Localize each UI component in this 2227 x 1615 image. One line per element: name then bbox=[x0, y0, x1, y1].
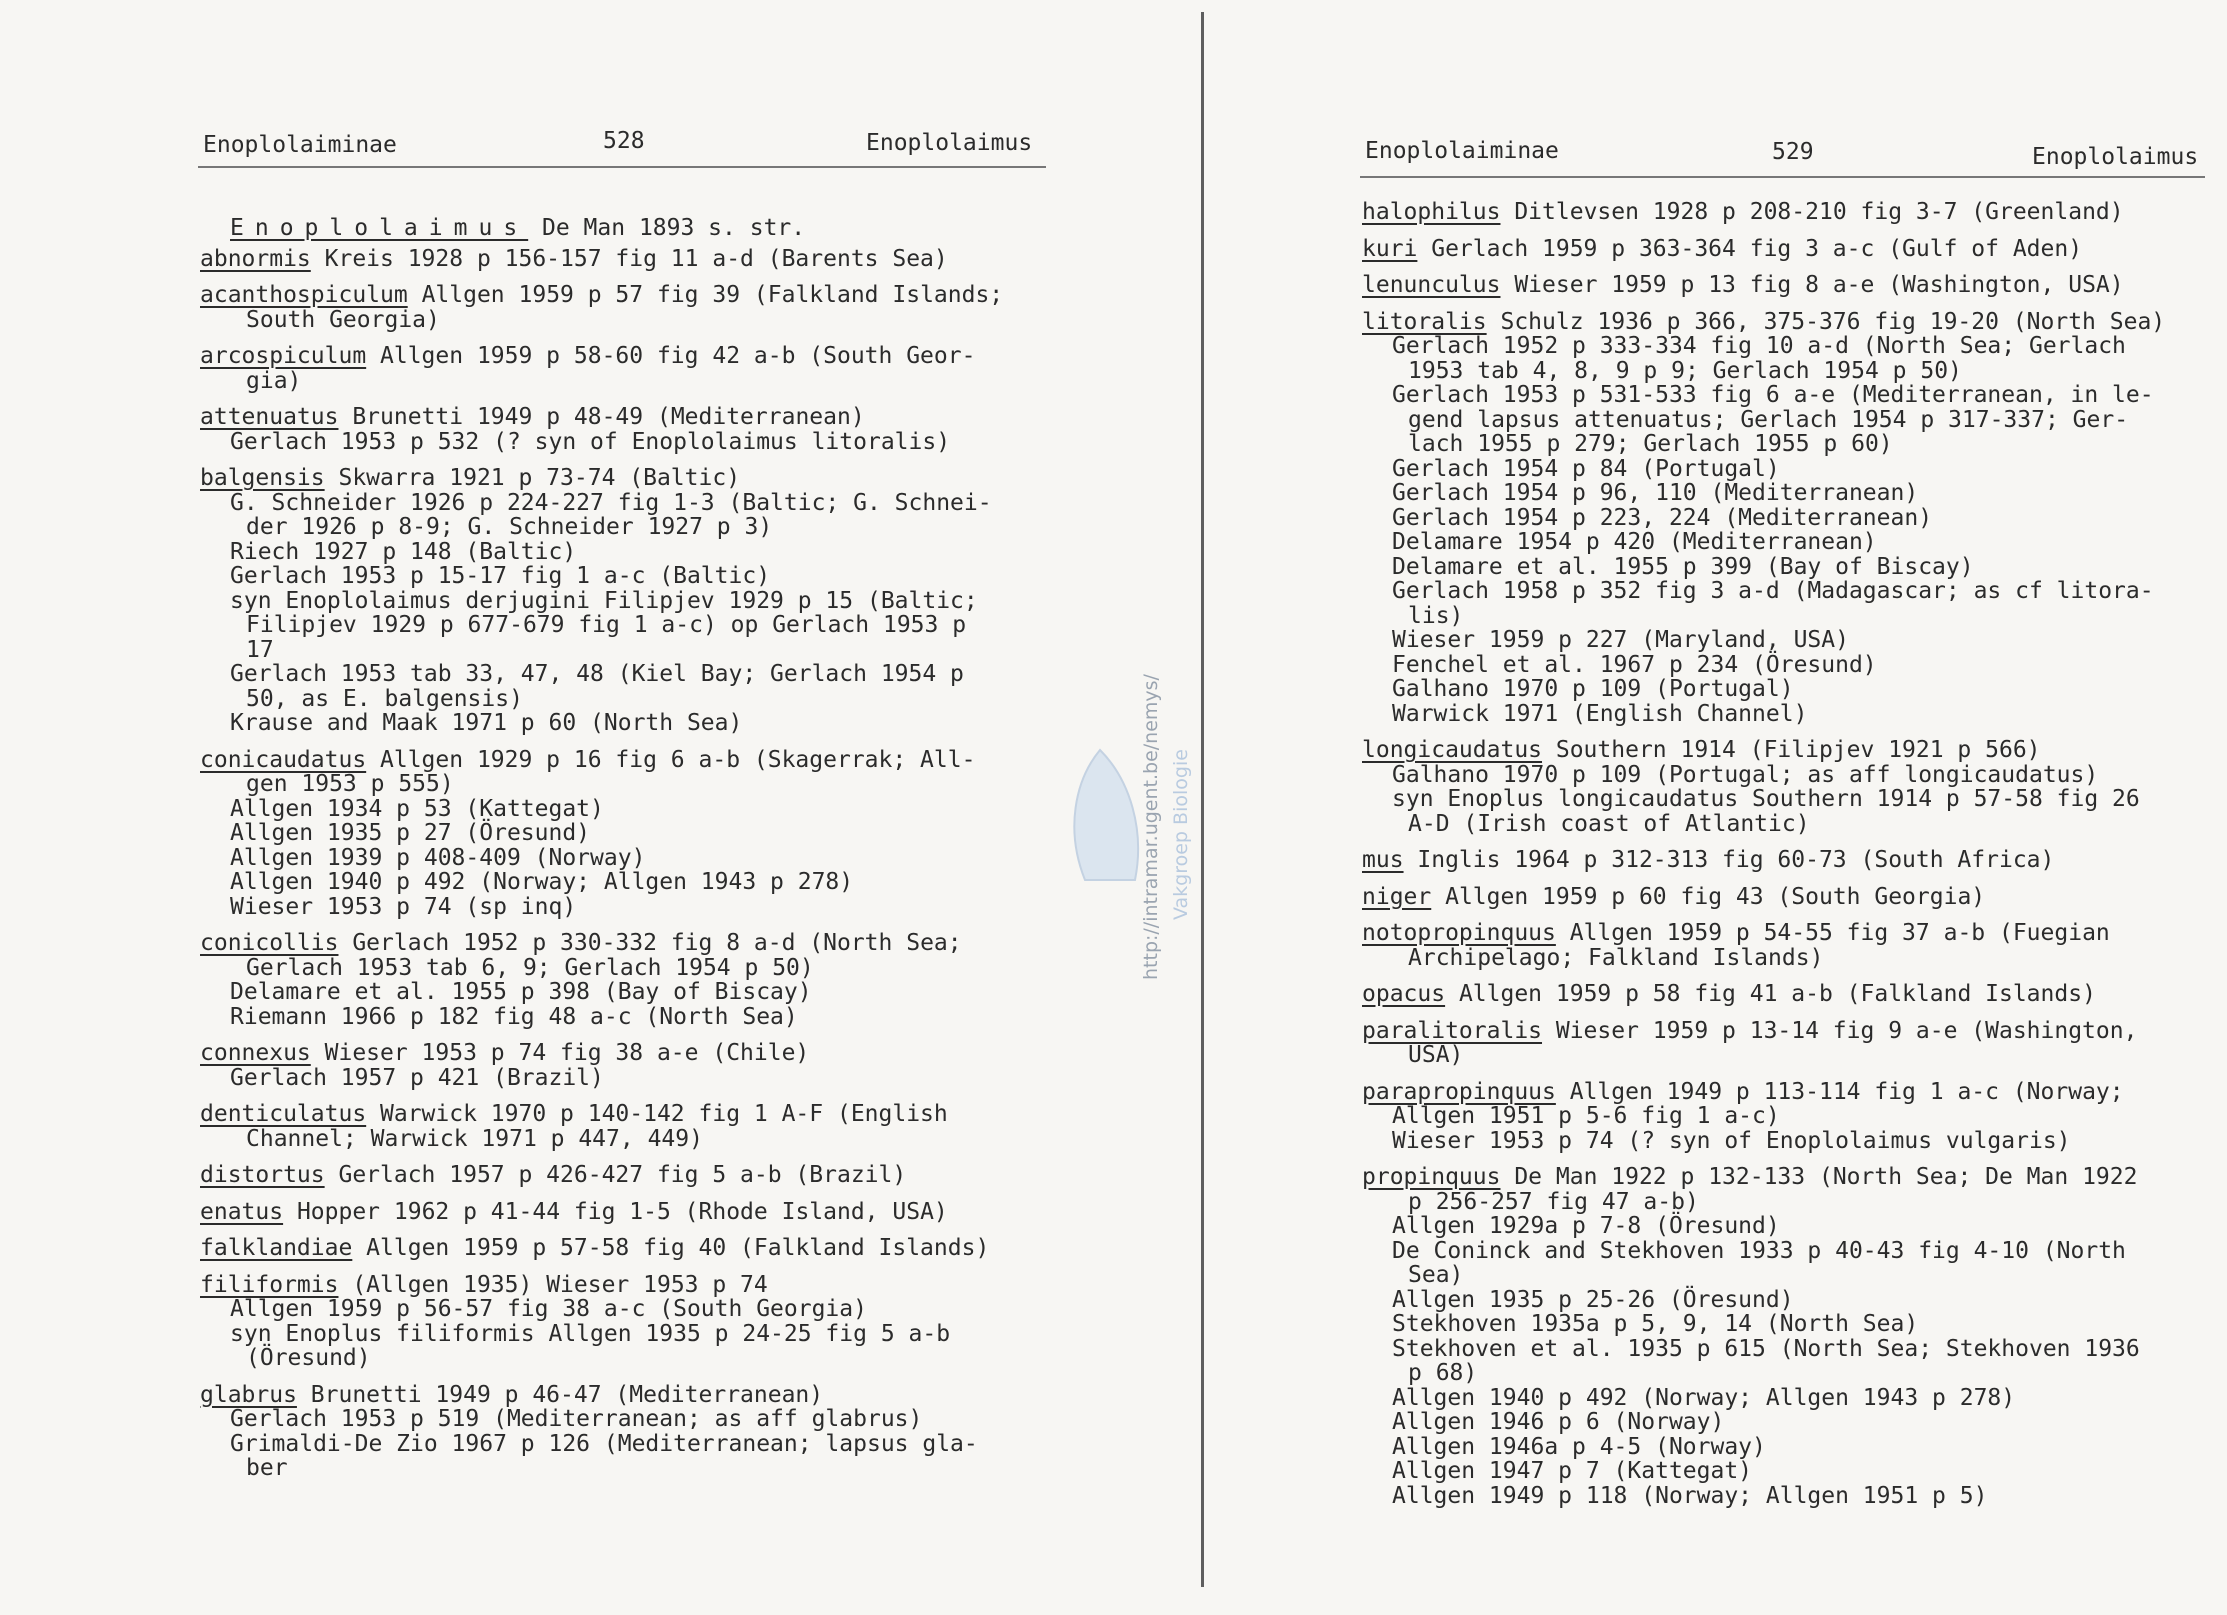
left-entry-list bbox=[200, 216, 1100, 1493]
species-citation: (Allgen 1935) Wieser 1953 p 74 bbox=[338, 1271, 768, 1298]
entry-reference-line: Allgen 1934 p 53 (Kattegat) bbox=[230, 795, 604, 822]
entry-reference-line: gend lapsus attenuatus; Gerlach 1954 p 317-337; Ger- bbox=[1408, 406, 2129, 433]
entry-first-line bbox=[200, 344, 1100, 369]
entry-reference-line: ber bbox=[246, 1455, 288, 1481]
species-citation: Southern 1914 (Filipjev 1921 p 566) bbox=[1542, 737, 2041, 763]
entry-reference-line: Channel; Warwick 1971 p 447, 449) bbox=[246, 1125, 703, 1152]
species-name: conicaudatus bbox=[200, 746, 367, 773]
species-citation: Brunetti 1949 p 46-47 (Mediterranean) bbox=[296, 1381, 824, 1408]
species-entry bbox=[200, 1273, 1100, 1371]
species-entry bbox=[1362, 848, 2222, 873]
right-header-page-number: 529 bbox=[1772, 139, 1814, 165]
species-entry bbox=[1362, 1165, 2222, 1508]
entry-first-line bbox=[200, 748, 1100, 773]
species-name: attenuatus bbox=[200, 404, 339, 430]
entry-first-line bbox=[1362, 982, 2222, 1007]
entry-reference-line: 50, as E. balgensis) bbox=[246, 685, 523, 712]
entry-reference-line: De Coninck and Stekhoven 1933 p 40-43 fig 4-10 (North bbox=[1392, 1237, 2126, 1264]
entry-reference-line: Allgen 1929a p 7-8 (Öresund) bbox=[1392, 1213, 1780, 1239]
species-name: falklandiae bbox=[200, 1235, 353, 1261]
species-entry bbox=[200, 1200, 1100, 1225]
species-name: paralitoralis bbox=[1362, 1017, 1543, 1044]
species-citation: Inglis 1964 p 312-313 fig 60-73 (South Africa) bbox=[1403, 847, 2055, 873]
entry-first-line bbox=[1362, 310, 2222, 335]
entry-reference-line: Galhano 1970 p 109 (Portugal) bbox=[1392, 676, 1794, 702]
species-name: connexus bbox=[200, 1040, 311, 1066]
entry-reference-line: Gerlach 1954 p 84 (Portugal) bbox=[1392, 455, 1780, 482]
right-header-section: Enoplolaiminae bbox=[1365, 138, 1559, 164]
species-entry bbox=[200, 405, 1100, 454]
species-name: glabrus bbox=[200, 1381, 297, 1408]
entry-reference-line: Delamare et al. 1955 p 398 (Bay of Biscay) bbox=[230, 979, 812, 1005]
species-name: conicollis bbox=[200, 930, 339, 956]
entry-reference-line: Riech 1927 p 148 (Baltic) bbox=[230, 538, 577, 565]
left-header-section: Enoplolaiminae bbox=[203, 132, 397, 158]
species-name: kuri bbox=[1362, 235, 1418, 262]
entry-reference-line: Wieser 1953 p 74 (sp inq) bbox=[230, 893, 577, 920]
entry-first-line bbox=[1362, 738, 2222, 763]
genus-author: De Man 1893 s. str. bbox=[528, 215, 806, 241]
entry-reference-line: Gerlach 1953 tab 33, 47, 48 (Kiel Bay; Gerlach 1954 p bbox=[230, 661, 964, 687]
entry-reference-line: Allgen 1939 p 408-409 (Norway) bbox=[230, 844, 646, 871]
entry-reference-line: Allgen 1951 p 5-6 fig 1 a-c) bbox=[1392, 1103, 1780, 1129]
entry-first-line bbox=[1362, 237, 2222, 262]
species-citation: De Man 1922 p 132-133 (North Sea; De Man 1922 bbox=[1500, 1164, 2138, 1190]
species-name: parapropinquus bbox=[1362, 1078, 1556, 1105]
entry-reference-line: Allgen 1947 p 7 (Kattegat) bbox=[1392, 1458, 1753, 1484]
species-entry bbox=[1362, 237, 2222, 262]
species-name: abnormis bbox=[200, 245, 311, 272]
entry-reference-line: Grimaldi-De Zio 1967 p 126 (Mediterranean; lapsus gla- bbox=[230, 1430, 978, 1457]
species-citation: Wieser 1953 p 74 fig 38 a-e (Chile) bbox=[310, 1040, 810, 1066]
entry-reference-line: Gerlach 1953 tab 6, 9; Gerlach 1954 p 50) bbox=[246, 954, 814, 981]
entry-first-line bbox=[200, 1236, 1100, 1261]
left-header-rule bbox=[198, 166, 1046, 168]
entry-reference-line: Galhano 1970 p 109 (Portugal; as aff longicaudatus) bbox=[1392, 761, 2099, 788]
entry-reference-line: lach 1955 p 279; Gerlach 1955 p 60) bbox=[1408, 431, 1893, 457]
entry-reference-line: Stekhoven 1935a p 5, 9, 14 (North Sea) bbox=[1392, 1311, 1919, 1337]
species-name: distortus bbox=[200, 1162, 325, 1188]
entry-first-line bbox=[200, 1383, 1100, 1408]
entry-first-line bbox=[1362, 1165, 2222, 1190]
entry-reference-line: Wieser 1959 p 227 (Maryland, USA) bbox=[1392, 627, 1849, 653]
entry-reference-line: Allgen 1940 p 492 (Norway; Allgen 1943 p 278) bbox=[230, 869, 854, 895]
entry-reference-line: Gerlach 1953 p 531-533 fig 6 a-e (Mediterranean, in le- bbox=[1392, 382, 2154, 408]
species-entry bbox=[200, 931, 1100, 1029]
species-citation: Brunetti 1949 p 48-49 (Mediterranean) bbox=[338, 404, 865, 430]
species-citation: Allgen 1959 p 54-55 fig 37 a-b (Fuegian bbox=[1555, 920, 2110, 946]
entry-first-line bbox=[200, 931, 1100, 956]
entry-reference-line: South Georgia) bbox=[246, 306, 440, 333]
species-entry bbox=[1362, 982, 2222, 1007]
entry-reference-line: USA) bbox=[1408, 1042, 1464, 1068]
entry-reference-line: Allgen 1959 p 56-57 fig 38 a-c (South Georgia) bbox=[230, 1296, 867, 1322]
entry-reference-line: syn Enoplolaimus derjugini Filipjev 1929 p 15 (Baltic; bbox=[230, 587, 978, 614]
species-citation: Skwarra 1921 p 73-74 (Baltic) bbox=[324, 465, 741, 491]
species-name: arcospiculum bbox=[200, 343, 367, 369]
watermark-group: Vakgroep Biologie bbox=[1170, 749, 1192, 920]
entry-first-line bbox=[1362, 1080, 2222, 1105]
species-name: filiformis bbox=[200, 1271, 339, 1298]
genus-heading bbox=[200, 216, 1100, 241]
species-name: denticulatus bbox=[200, 1101, 367, 1127]
species-citation: Allgen 1929 p 16 fig 6 a-b (Skagerrak; All- bbox=[366, 746, 976, 773]
species-entry bbox=[200, 748, 1100, 920]
species-entry bbox=[200, 1236, 1100, 1261]
species-entry bbox=[1362, 273, 2222, 298]
entry-reference-line: Wieser 1953 p 74 (? syn of Enoplolaimus vulgaris) bbox=[1392, 1127, 2071, 1154]
entry-first-line bbox=[1362, 273, 2222, 298]
species-name: propinquus bbox=[1362, 1164, 1501, 1190]
entry-reference-line: Allgen 1949 p 118 (Norway; Allgen 1951 p 5) bbox=[1392, 1482, 1988, 1509]
left-header-page-number: 528 bbox=[603, 128, 645, 154]
entry-reference-line: 1953 tab 4, 8, 9 p 9; Gerlach 1954 p 50) bbox=[1408, 357, 1962, 384]
species-entry bbox=[200, 283, 1100, 332]
species-citation: Allgen 1959 p 57-58 fig 40 (Falkland Islands) bbox=[352, 1235, 990, 1261]
watermark-logo bbox=[1045, 740, 1155, 890]
right-page bbox=[1205, 0, 2227, 1615]
species-entry bbox=[1362, 1019, 2222, 1068]
species-entry bbox=[200, 1383, 1100, 1481]
species-citation: Kreis 1928 p 156-157 fig 11 a-d (Barents Sea) bbox=[310, 245, 948, 272]
species-entry bbox=[1362, 200, 2222, 225]
species-name: opacus bbox=[1362, 981, 1446, 1007]
species-entry bbox=[200, 1102, 1100, 1151]
entry-reference-line: Gerlach 1954 p 223, 224 (Mediterranean) bbox=[1392, 504, 1933, 531]
entry-reference-line: Allgen 1935 p 27 (Öresund) bbox=[230, 820, 591, 846]
species-citation: Allgen 1959 p 57 fig 39 (Falkland Islands; bbox=[407, 282, 1004, 308]
entry-reference-line: (Öresund) bbox=[246, 1345, 371, 1371]
species-name: litoralis bbox=[1362, 308, 1487, 335]
species-name: enatus bbox=[200, 1198, 284, 1225]
species-name: longicaudatus bbox=[1362, 737, 1543, 763]
species-citation: Schulz 1936 p 366, 375-376 fig 19-20 (North Sea) bbox=[1486, 308, 2166, 335]
species-entry bbox=[1362, 738, 2222, 836]
species-citation: Warwick 1970 p 140-142 fig 1 A-F (English bbox=[366, 1101, 948, 1127]
entry-reference-line: gia) bbox=[246, 367, 302, 394]
genus-title: Enoplolaimus bbox=[230, 215, 529, 241]
entry-first-line bbox=[200, 466, 1100, 491]
entry-reference-line: Archipelago; Falkland Islands) bbox=[1408, 944, 1824, 971]
species-citation: Wieser 1959 p 13 fig 8 a-e (Washington, USA) bbox=[1500, 272, 2124, 298]
entry-reference-line: Delamare et al. 1955 p 399 (Bay of Biscay) bbox=[1392, 553, 1974, 580]
entry-reference-line: Fenchel et al. 1967 p 234 (Öresund) bbox=[1392, 651, 1877, 678]
left-header-genus: Enoplolaimus bbox=[866, 130, 1033, 156]
entry-reference-line: der 1926 p 8-9; G. Schneider 1927 p 3) bbox=[246, 514, 773, 540]
entry-reference-line: syn Enoplus longicaudatus Southern 1914 p 57-58 fig 26 bbox=[1392, 786, 2140, 812]
species-citation: Allgen 1959 p 60 fig 43 (South Georgia) bbox=[1431, 883, 1986, 910]
entry-first-line bbox=[1362, 200, 2222, 225]
entry-first-line bbox=[200, 1273, 1100, 1298]
entry-reference-line: 17 bbox=[246, 636, 274, 663]
species-citation: Allgen 1949 p 113-114 fig 1 a-c (Norway; bbox=[1555, 1078, 2124, 1105]
entry-first-line bbox=[1362, 1019, 2222, 1044]
species-citation: Gerlach 1957 p 426-427 fig 5 a-b (Brazil) bbox=[324, 1162, 907, 1188]
entry-reference-line: Sea) bbox=[1408, 1262, 1464, 1288]
entry-first-line bbox=[200, 1163, 1100, 1188]
species-entry bbox=[200, 247, 1100, 272]
species-entry bbox=[200, 466, 1100, 736]
entry-reference-line: p 68) bbox=[1408, 1360, 1478, 1386]
entry-first-line bbox=[200, 283, 1100, 308]
species-citation: Hopper 1962 p 41-44 fig 1-5 (Rhode Island, USA) bbox=[283, 1198, 948, 1225]
entry-reference-line: Allgen 1940 p 492 (Norway; Allgen 1943 p 278) bbox=[1392, 1384, 2016, 1411]
entry-first-line bbox=[1362, 848, 2222, 873]
entry-reference-line: p 256-257 fig 47 a-b) bbox=[1408, 1188, 1699, 1215]
right-header-rule bbox=[1360, 176, 2205, 178]
entry-reference-line: Warwick 1971 (English Channel) bbox=[1392, 700, 1808, 727]
entry-first-line bbox=[1362, 921, 2222, 946]
species-name: niger bbox=[1362, 883, 1432, 910]
species-citation: Gerlach 1952 p 330-332 fig 8 a-d (North Sea; bbox=[338, 930, 962, 956]
species-entry bbox=[1362, 1080, 2222, 1154]
entry-reference-line: gen 1953 p 555) bbox=[246, 771, 454, 797]
species-entry bbox=[1362, 921, 2222, 970]
entry-reference-line: Stekhoven et al. 1935 p 615 (North Sea; Stekhoven 1936 bbox=[1392, 1335, 2140, 1362]
entry-reference-line: A-D (Irish coast of Atlantic) bbox=[1408, 810, 1810, 837]
entry-reference-line: G. Schneider 1926 p 224-227 fig 1-3 (Baltic; G. Schnei- bbox=[230, 489, 992, 516]
entry-first-line bbox=[200, 247, 1100, 272]
species-name: mus bbox=[1362, 847, 1404, 873]
species-entry bbox=[1362, 310, 2222, 727]
species-citation: Allgen 1959 p 58 fig 41 a-b (Falkland Islands) bbox=[1445, 981, 2096, 1007]
entry-first-line bbox=[200, 1102, 1100, 1127]
species-citation: Ditlevsen 1928 p 208-210 fig 3-7 (Greenland) bbox=[1500, 199, 2124, 225]
entry-reference-line: Riemann 1966 p 182 fig 48 a-c (North Sea) bbox=[230, 1003, 798, 1030]
entry-reference-line: Gerlach 1953 p 532 (? syn of Enoplolaimus litoralis) bbox=[230, 428, 951, 455]
entry-reference-line: Gerlach 1953 p 15-17 fig 1 a-c (Baltic) bbox=[230, 563, 771, 589]
entry-reference-line: Allgen 1946 p 6 (Norway) bbox=[1392, 1409, 1725, 1435]
species-citation: Wieser 1959 p 13-14 fig 9 a-e (Washington, bbox=[1542, 1017, 2138, 1044]
entry-reference-line: Gerlach 1953 p 519 (Mediterranean; as aff glabrus) bbox=[230, 1406, 923, 1432]
entry-reference-line: Gerlach 1958 p 352 fig 3 a-d (Madagascar; as cf litora- bbox=[1392, 578, 2154, 604]
right-header-genus: Enoplolaimus bbox=[2032, 144, 2199, 170]
species-citation: Gerlach 1959 p 363-364 fig 3 a-c (Gulf of Aden) bbox=[1417, 235, 2083, 262]
entry-first-line bbox=[1362, 885, 2222, 910]
species-name: lenunculus bbox=[1362, 272, 1501, 298]
right-entry-list bbox=[1362, 200, 2222, 1520]
entry-first-line bbox=[200, 1041, 1100, 1066]
entry-reference-line: Krause and Maak 1971 p 60 (North Sea) bbox=[230, 710, 743, 736]
species-entry bbox=[200, 1163, 1100, 1188]
entry-first-line bbox=[200, 405, 1100, 430]
entry-reference-line: Allgen 1946a p 4-5 (Norway) bbox=[1392, 1433, 1766, 1460]
watermark-url: http://intramar.ugent.be/nemys/ bbox=[1140, 674, 1162, 980]
entry-reference-line: Gerlach 1952 p 333-334 fig 10 a-d (North Sea; Gerlach bbox=[1392, 333, 2126, 359]
species-name: notopropinquus bbox=[1362, 920, 1556, 946]
entry-reference-line: Gerlach 1954 p 96, 110 (Mediterranean) bbox=[1392, 480, 1919, 506]
page-gutter bbox=[1201, 12, 1204, 1587]
entry-reference-line: Delamare 1954 p 420 (Mediterranean) bbox=[1392, 529, 1877, 555]
entry-reference-line: Filipjev 1929 p 677-679 fig 1 a-c) op Gerlach 1953 p bbox=[246, 612, 967, 638]
entry-reference-line: Allgen 1935 p 25-26 (Öresund) bbox=[1392, 1286, 1794, 1313]
species-name: balgensis bbox=[200, 465, 325, 491]
entry-first-line bbox=[200, 1200, 1100, 1225]
species-entry bbox=[1362, 885, 2222, 910]
species-name: halophilus bbox=[1362, 199, 1501, 225]
entry-reference-line: syn Enoplus filiformis Allgen 1935 p 24-25 fig 5 a-b bbox=[230, 1320, 951, 1347]
entry-reference-line: lis) bbox=[1408, 602, 1464, 629]
species-name: acanthospiculum bbox=[200, 282, 408, 308]
species-citation: Allgen 1959 p 58-60 fig 42 a-b (South Geor- bbox=[366, 343, 976, 369]
species-entry bbox=[200, 344, 1100, 393]
entry-reference-line: Gerlach 1957 p 421 (Brazil) bbox=[230, 1064, 604, 1091]
species-entry bbox=[200, 1041, 1100, 1090]
